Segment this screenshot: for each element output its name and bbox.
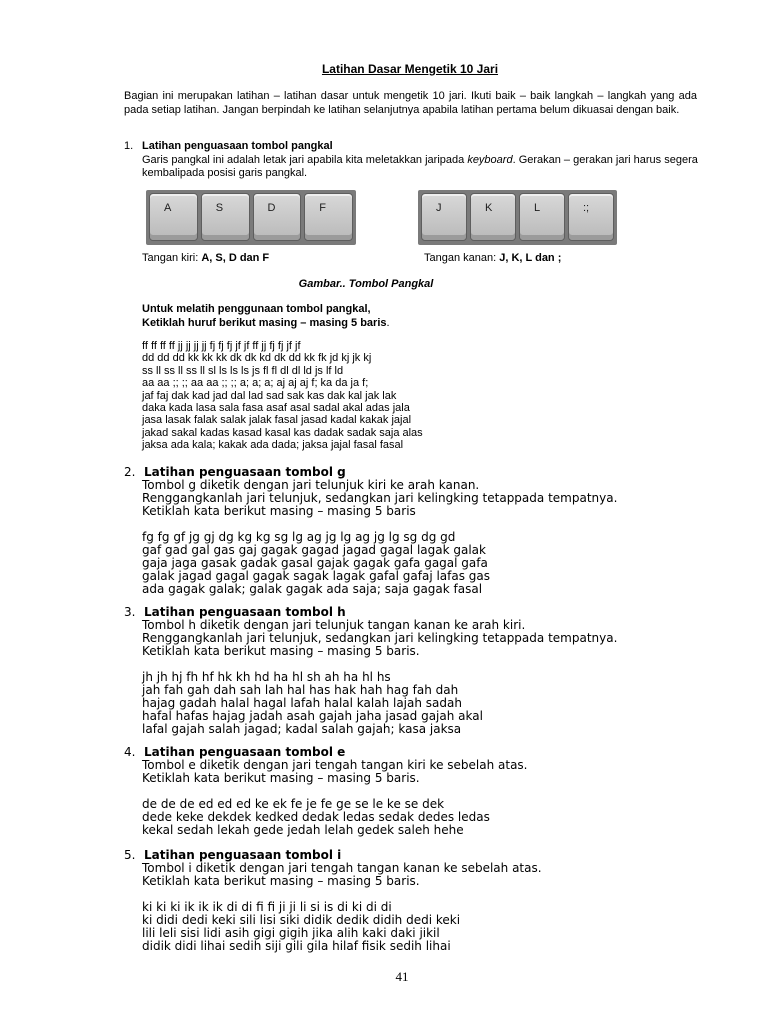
- section-description: Tombol g diketik dengan jari telunjuk kiri ke arah kanan. Renggangkanlah jari telunjuk, sedangkan jari kelingking tetappada tempatnya. Ketiklah kata berikut masing – masing 5 baris: [142, 478, 618, 518]
- caption-left-hand: Tangan kiri: A, S, D dan F: [142, 252, 270, 264]
- drill-line: aa aa ;; ;; aa aa ;; ;; a; a; a; aj aj aj f; ka da ja f;: [142, 377, 369, 390]
- page-number: 41: [395, 969, 409, 984]
- section-description: Tombol h diketik dengan jari telunjuk tangan kanan ke arah kiri. Renggangkanlah jari telunjuk, sedangkan jari kelingking tetappada tempatnya. Ketiklah kata berikut masing – masing 5 baris.: [142, 618, 618, 658]
- drill-line: didik didi lihai sedih siji gili gila hilaf fisik sedih lihai: [142, 939, 451, 953]
- drill-line: kekal sedah lekah gede jedah lelah gedek saleh hehe: [142, 823, 464, 837]
- drill-line: jaf faj dak kad jad dal lad sad sak kas dak kal jak lak: [142, 389, 397, 402]
- section-4: [124, 746, 724, 837]
- drill-block-5: [142, 901, 724, 953]
- drill-line: jh jh hj fh hf hk kh hd ha hl sh ah ha hl hs: [142, 670, 391, 684]
- drill-line: lafal gajah salah jagad; kadal salah gajah; kasa jaksa: [142, 722, 462, 736]
- key-k: K: [470, 193, 516, 241]
- drill-line: jah fah gah dah sah lah hal has hak hah hag fah dah: [142, 683, 459, 697]
- section-number: 5.: [124, 848, 136, 862]
- key-semicolon: :;: [568, 193, 614, 241]
- page-title: Latihan Dasar Mengetik 10 Jari: [321, 62, 499, 76]
- section-heading: Latihan penguasaan tombol pangkal: [142, 140, 333, 152]
- drill-line: daka kada lasa sala fasa asaf asal sadal akal adas jala: [142, 402, 410, 415]
- drill-line: galak jagad gagal gagak sagak lagak gafal gafaj lafas gas: [142, 569, 491, 583]
- key-l: L: [519, 193, 565, 241]
- section-number: 4.: [124, 745, 136, 759]
- caption-right-hand: Tangan kanan: J, K, L dan ;: [424, 252, 562, 264]
- key-f: F: [304, 193, 353, 241]
- instruction: Untuk melatih penggunaan tombol pangkal, Ketiklah huruf berikut masing – masing 5 baris.: [142, 303, 390, 329]
- drill-line: dd dd dd kk kk kk dk dk kd dk dd kk fk jd kj jk kj: [142, 352, 372, 365]
- drill-line: ada gagak galak; galak gagak ada saja; saja gagak fasal: [142, 582, 483, 596]
- drill-block-4: [142, 798, 724, 837]
- drill-line: gaja jaga gasak gadak gasal gajak gagak gafa gagal gafa: [142, 556, 488, 570]
- key-a: A: [149, 193, 198, 241]
- section-number: 1.: [124, 140, 134, 152]
- key-s: S: [201, 193, 250, 241]
- drill-line: dede keke dekdek kedked dedak ledas sedak dedes ledas: [142, 810, 490, 824]
- drill-line: jasa lasak falak salak jalak fasal jasad kadal kakak jajal: [142, 414, 412, 427]
- section-5: [124, 849, 724, 953]
- drill-line: gaf gad gal gas gaj gagak gagad jagad gagal lagak galak: [142, 543, 486, 557]
- drill-line: de de de ed ed ed ke ek fe je fe ge se le ke se dek: [142, 797, 445, 811]
- drill-line: jaksa ada kala; kakak ada dada; jaksa jajal fasal fasal: [142, 439, 404, 452]
- left-hand-keys-image: [146, 190, 356, 245]
- drill-block-1: [142, 340, 423, 452]
- section-heading: Latihan penguasaan tombol e: [144, 745, 346, 759]
- intro-paragraph: Bagian ini merupakan latihan – latihan dasar untuk mengetik 10 jari. Ikuti baik – baik langkah – langkah yang ada pada setiap latihan. Jangan berpindah ke latihan selanjutnya apabila latihan pertama belum dikuasai dengan baik.: [124, 90, 697, 116]
- drill-line: hajag gadah halal hagal lafah halal kalah lajah sadah: [142, 696, 462, 710]
- drill-line: hafal hafas hajag jadah asah gajah jaha jasad gajah akal: [142, 709, 483, 723]
- drill-line: jakad sakal kadas kasad kasal kas dadak sadak saja alas: [142, 426, 423, 439]
- section-2: [124, 466, 724, 596]
- section-description: Garis pangkal ini adalah letak jari apabila kita meletakkan jaripada keyboard. Gerakan – gerakan jari harus segera kembalipada posisi garis pangkal.: [142, 153, 698, 179]
- section-1: [124, 140, 704, 181]
- drill-line: fg fg gf jg gj dg kg kg sg lg ag jg lg ag jg lg sg dg gd: [142, 530, 456, 544]
- drill-block-2: [142, 531, 724, 596]
- drill-line: ff ff ff ff jj jj jj jj fj fj fj jf jf ff jj fj fj jf jf: [142, 340, 301, 352]
- drill-line: ki ki ki ik ik ik di di fi fi ji ji li si is di ki di di: [142, 900, 392, 914]
- drill-line: ki didi dedi keki sili lisi siki didik dedik didih dedi keki: [142, 913, 461, 927]
- key-d: D: [253, 193, 302, 241]
- section-description: Tombol e diketik dengan jari tengah tangan kiri ke sebelah atas. Ketiklah kata berikut masing – masing 5 baris.: [142, 758, 528, 785]
- section-number: 3.: [124, 605, 136, 619]
- drill-block-3: [142, 671, 724, 736]
- section-heading: Latihan penguasaan tombol i: [144, 848, 342, 862]
- section-heading: Latihan penguasaan tombol h: [144, 605, 346, 619]
- drill-line: lili leli sisi lidi asih gigi gigih jika alih kaki daki jikil: [142, 926, 440, 940]
- section-description: Tombol i diketik dengan jari tengah tangan kanan ke sebelah atas. Ketiklah kata berikut masing – masing 5 baris.: [142, 861, 542, 888]
- drill-line: ss ll ss ll ss ll sl ls ls ls js fl fl dl dl ld js lf ld: [142, 364, 344, 377]
- section-3: [124, 606, 724, 736]
- section-number: 2.: [124, 465, 136, 479]
- key-j: J: [421, 193, 467, 241]
- figure-caption: Gambar.. Tombol Pangkal: [298, 278, 434, 290]
- right-hand-keys-image: [418, 190, 617, 245]
- section-heading: Latihan penguasaan tombol g: [144, 465, 346, 479]
